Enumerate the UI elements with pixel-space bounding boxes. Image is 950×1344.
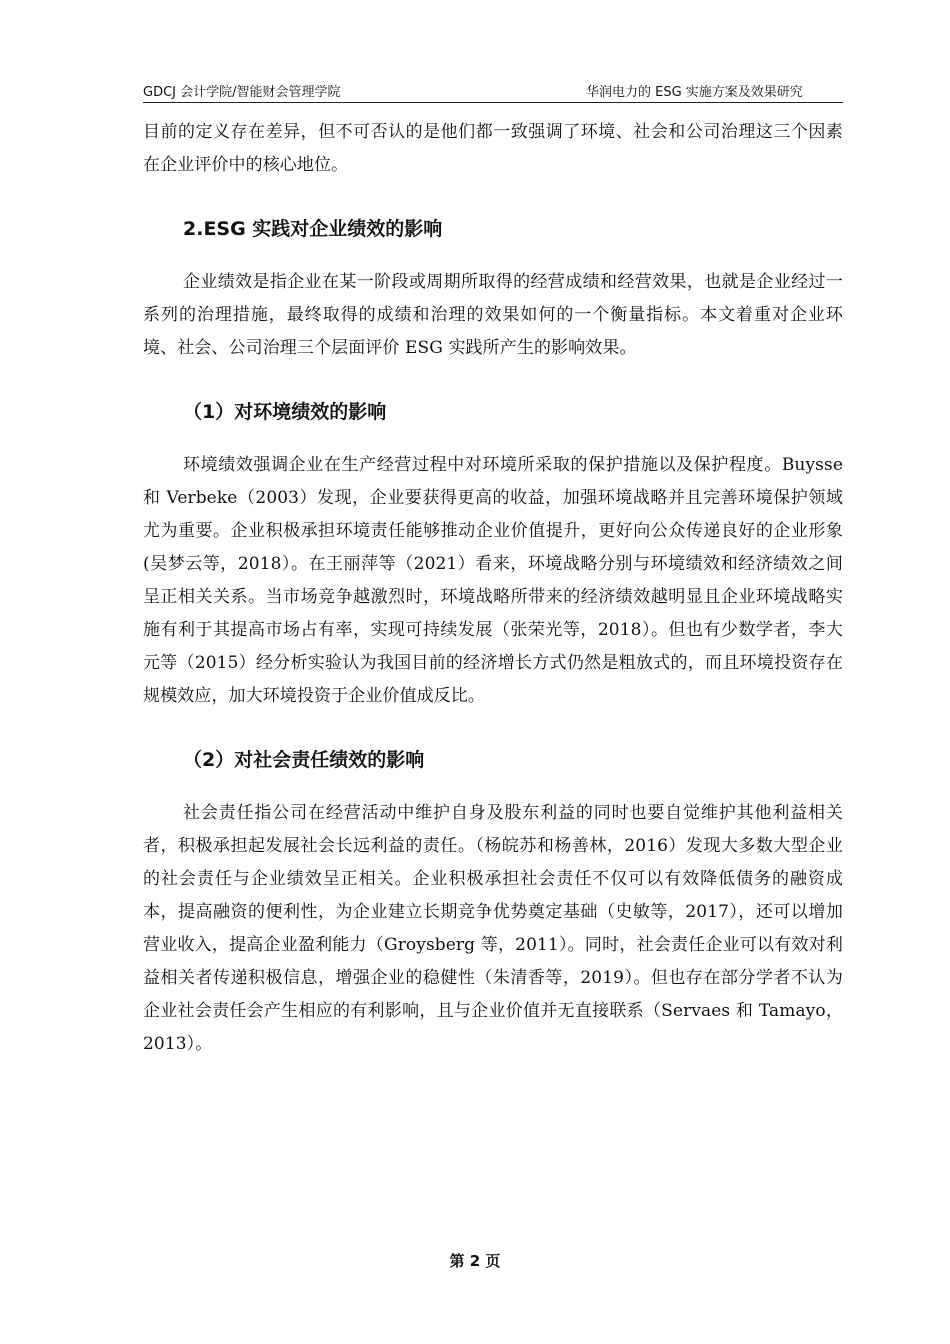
section-heading-esg-performance: 2.ESG 实践对企业绩效的影响 [183,218,443,240]
paragraph-environmental: 环境绩效强调企业在生产经营过程中对环境所采取的保护措施以及保护程度。Buysse 和 Verbeke（2003）发现，企业要获得更高的收益，加强环境战略并且完善环境保护领域尤为重要。企业积极承担环境责任能够推动企业价值提升，更好向公众传递良好的企业形象(吴梦云等，2018）。在王丽萍等（2021）看来，环境战略分别与环境绩效和经济绩效之间呈正相关关系。当市场竞争越激烈时，环境战略所带来的经济绩效越明显且企业环境战略实施有利于其提高市场占有率，实现可持续发展（张荣光等，2018）。但也有少数学者，李大元等（2015）经分析实验认为我国目前的经济增长方式仍然是粗放式的，而且环境投资存在规模效应，加大环境投资于企业价值成反比。 [143,455,843,706]
header-institution: GDCJ 会计学院/智能财会管理学院 [143,85,341,100]
subheading-environmental: （1）对环境绩效的影响 [183,401,387,423]
paragraph-continued: 目前的定义存在差异，但不可否认的是他们都一致强调了环境、社会和公司治理这三个因素在企业评价中的核心地位。 [143,122,843,175]
header-paper-title: 华润电力的 ESG 实施方案及效果研究 [586,85,803,100]
subheading-social: （2）对社会责任绩效的影响 [183,749,425,771]
paragraph-performance-definition: 企业绩效是指企业在某一阶段或周期所取得的经营成绩和经营效果，也就是企业经过一系列的治理措施，最终取得的成绩和治理的效果如何的一个衡量指标。本文着重对企业环境、社会、公司治理三个层面评价 ESG 实践所产生的影响效果。 [143,272,843,358]
paragraph-social: 社会责任指公司在经营活动中维护自身及股东利益的同时也要自觉维护其他利益相关者，积极承担起发展社会长远利益的责任。（杨皖苏和杨善林，2016）发现大多数大型企业的社会责任与企业绩效呈正相关。企业积极承担社会责任不仅可以有效降低债务的融资成本，提高融资的便利性，为企业建立长期竞争优势奠定基础（史敏等，2017），还可以增加营业收入，提高企业盈利能力（Groysberg 等，2011）。同时，社会责任企业可以有效对利益相关者传递积极信息，增强企业的稳健性（朱清香等，2019）。但也存在部分学者不认为企业社会责任会产生相应的有利影响，且与企业价值并无直接联系（Servaes 和 Tamayo，2013）。 [143,803,843,1054]
page-header [143,78,843,103]
page-content [143,116,843,1061]
page-number: 第 2 页 [449,1252,501,1270]
